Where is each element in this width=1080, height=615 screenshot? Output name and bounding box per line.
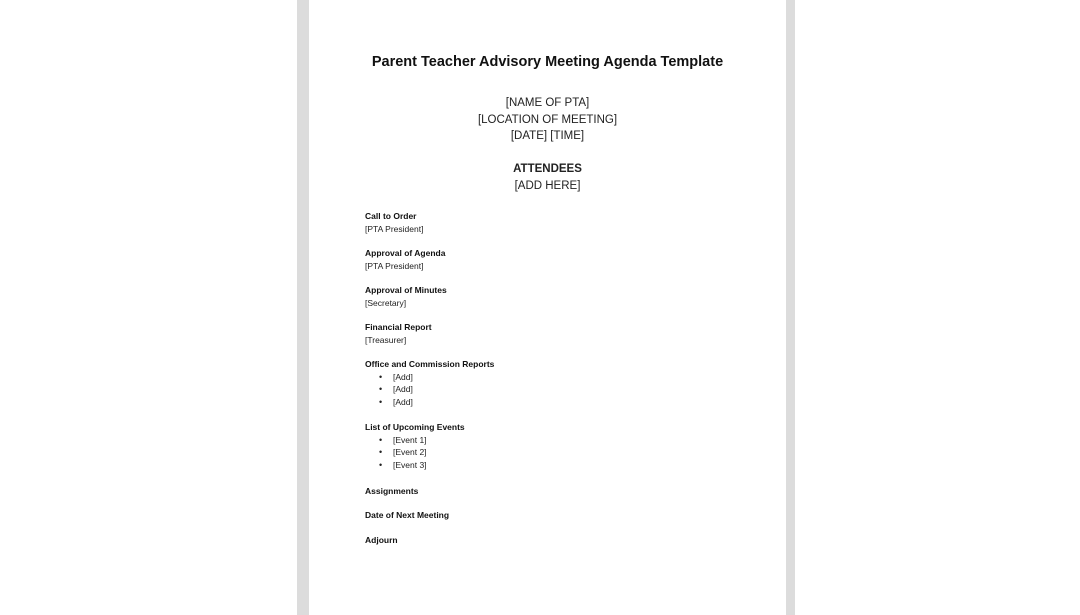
attendees-value: [ADD HERE] [514, 179, 581, 192]
bullet-list [365, 371, 494, 409]
attendees-block [309, 161, 786, 194]
document-title: Parent Teacher Advisory Meeting Agenda Template [371, 54, 724, 70]
list-item: • [Event 3] [365, 459, 465, 472]
pta-name: [NAME OF PTA] [505, 97, 590, 109]
agenda-heading: Call to Order [365, 211, 417, 221]
agenda-owner: [Treasurer] [365, 334, 407, 345]
document-page[interactable] [309, 0, 786, 615]
list-item: • [Add] [365, 396, 494, 409]
list-item: • [Add] [365, 371, 494, 384]
agenda-heading: List of Upcoming Events [365, 422, 465, 432]
agenda-owner: [PTA President] [365, 223, 424, 234]
list-item: • [Event 2] [365, 446, 465, 459]
agenda-heading: Date of Next Meeting [365, 510, 450, 520]
right-gutter [786, 0, 795, 615]
agenda-item-next-meeting [365, 509, 449, 522]
agenda-owner: [Secretary] [365, 297, 407, 308]
agenda-item-approval-of-agenda [365, 247, 445, 272]
agenda-item-call-to-order [365, 210, 423, 235]
agenda-owner: [PTA President] [365, 260, 424, 271]
agenda-item-financial-report [365, 321, 432, 346]
agenda-heading: Adjourn [365, 535, 398, 545]
list-item: • [Event 1] [365, 434, 465, 447]
agenda-heading: Office and Commission Reports [365, 359, 495, 369]
agenda-heading: Approval of Minutes [365, 285, 447, 295]
agenda-heading: Financial Report [365, 322, 432, 332]
agenda-item-office-reports [365, 358, 494, 408]
agenda-item-approval-of-minutes [365, 284, 447, 309]
agenda-item-upcoming-events [365, 421, 465, 471]
meeting-header [309, 95, 786, 145]
meeting-location: [LOCATION OF MEETING] [477, 113, 618, 126]
agenda-item-assignments [365, 485, 418, 498]
agenda-item-adjourn [365, 534, 398, 547]
left-gutter [297, 0, 309, 615]
attendees-title: ATTENDEES [513, 163, 582, 175]
agenda-heading: Approval of Agenda [365, 248, 446, 258]
agenda-heading: Assignments [365, 486, 419, 496]
list-item: • [Add] [365, 383, 494, 396]
bullet-list [365, 434, 465, 472]
meeting-datetime: [DATE] [TIME] [510, 130, 585, 142]
